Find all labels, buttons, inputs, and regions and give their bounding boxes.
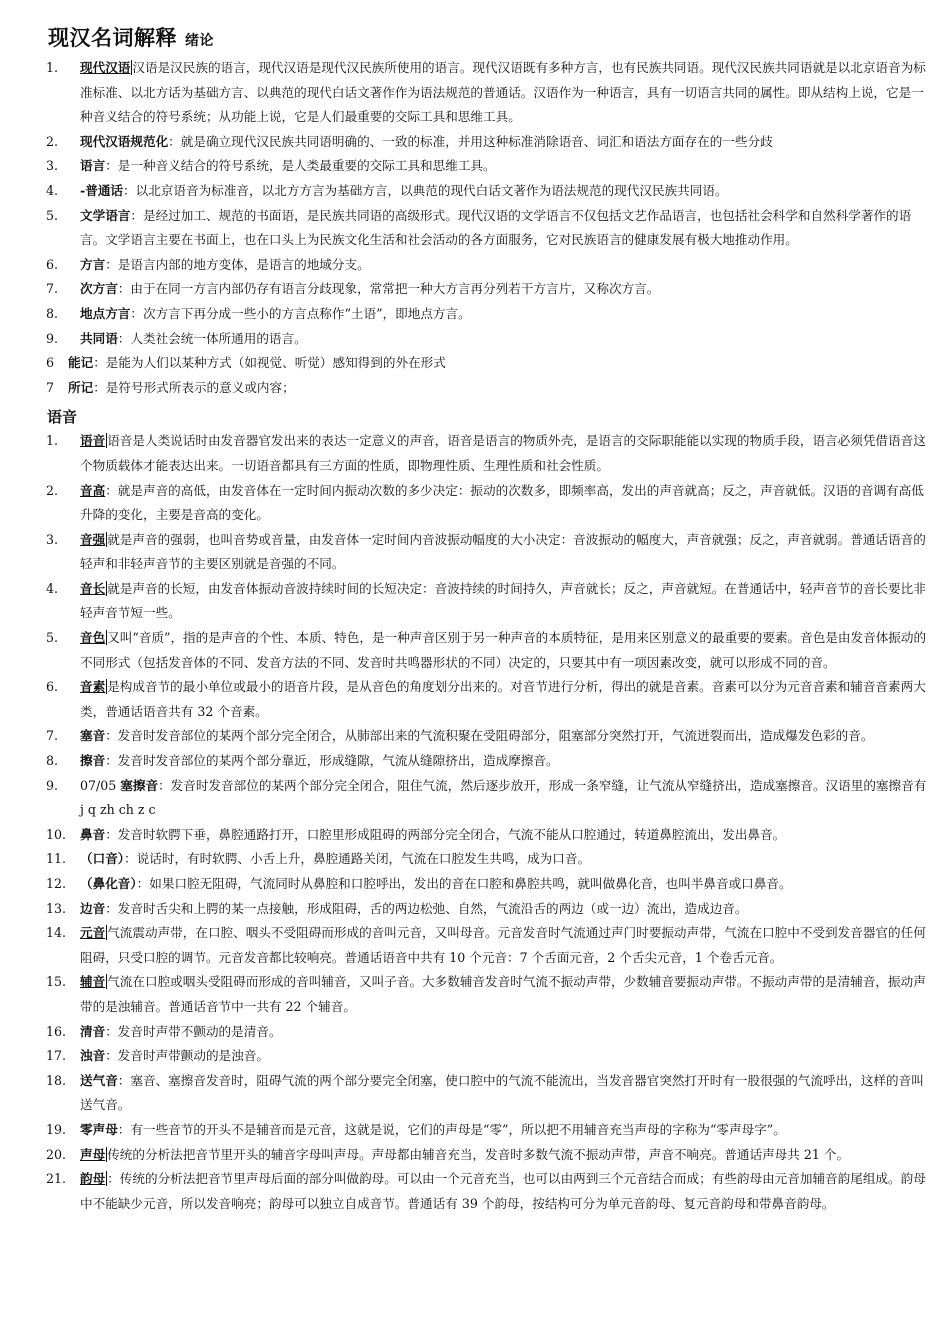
entry-term: -普通话 <box>80 182 124 198</box>
entry-number: 12. <box>46 876 67 891</box>
entry-term: 共同语 <box>80 330 118 346</box>
entry-term: （鼻化音） <box>80 876 137 891</box>
page-title <box>48 22 932 52</box>
entry-definition: ：是符号形式所表示的意义或内容； <box>93 379 295 395</box>
definition-entry <box>48 749 932 774</box>
entry-definition: ：就是确立现代汉民族共同语明确的、一致的标准，并用这种标准消除语音、词汇和语法方面存在的一些分歧 <box>168 133 773 149</box>
entry-definition: ：发音时发音部位的某两个部分完全闭合，从肺部出来的气流积聚在受阻碍部分，阻塞部分突然打开，气流迸裂而出，造成爆发色彩的音。 <box>105 728 874 744</box>
section-title-phonetics: 语音 <box>47 408 78 427</box>
entry-number: 21. <box>46 1171 67 1187</box>
entry-term: 韵母 <box>80 1171 106 1187</box>
entry-definition: ：如果口腔无阻碍，气流同时从鼻腔和口腔呼出，发出的音在口腔和鼻腔共鸣，就叫做鼻化音，也叫半鼻音或口鼻音。 <box>136 876 792 891</box>
entry-number: 8. <box>46 305 59 321</box>
entry-number: 1. <box>46 60 59 75</box>
entry-number: 2. <box>46 482 59 498</box>
entry-number: 5. <box>46 630 59 646</box>
entry-term: 边音 <box>80 900 106 916</box>
definition-entry <box>48 130 932 155</box>
entry-number: 7 <box>46 379 55 395</box>
entry-number: 11. <box>46 851 67 867</box>
entry-number: 5. <box>46 207 59 223</box>
entry-term: 地点方言 <box>80 305 131 321</box>
entry-definition: ：塞音、塞擦音发音时，阻碍气流的两个部分要完全闭塞，使口腔中的气流不能流出，当发音器官突然打开时有一股很强的气流呼出，这样的音叫送气音。 <box>80 1072 924 1113</box>
entry-definition: ：发音时声带颤动的是浊音。 <box>105 1048 269 1064</box>
entry-number: 3. <box>46 531 59 547</box>
definition-entry <box>48 376 932 401</box>
entry-definition: 是构成音节的最小单位或最小的语音片段，是从音色的角度划分出来的。对音节进行分析，得出的就是音素。音素可以分为元音音素和辅音音素两大类，普通话语音共有 32 个音素。 <box>80 679 926 719</box>
entry-term: 零声母 <box>80 1121 118 1137</box>
entry-term: 文学语言 <box>80 207 131 223</box>
entry-number: 19. <box>46 1121 67 1137</box>
entry-term: 塞擦音 <box>120 777 159 793</box>
entry-term: 方言 <box>80 256 106 272</box>
entry-term: 清音 <box>80 1023 106 1039</box>
entry-definition: ：是经过加工、规范的书面语，是民族共同语的高级形式。现代汉语的文学语言不仅包括文艺作品语言，也包括社会科学和自然科学著作的语言。文学语言主要在书面上，也在口头上为民族文化生活和社会活动的各方面服务，它对民族语言的健康发展有极大地推动作用。 <box>80 207 912 248</box>
entry-number: 3. <box>46 158 59 174</box>
definition-entry <box>48 429 932 478</box>
entry-term: 塞音 <box>80 728 106 744</box>
entry-term: 擦音 <box>80 753 106 769</box>
entry-definition: 气流在口腔或咽头受阻碍而形成的音叫辅音，又叫子音。大多数辅音发音时气流不振动声带，少数辅音要振动声带。不振动声带的是清辅音，振动声带的是浊辅音。普通话音节中一共有 22 个辅音。 <box>80 974 926 1014</box>
entry-number: 14. <box>46 925 67 941</box>
entry-number: 10. <box>46 826 67 842</box>
definition-entry <box>48 1044 932 1069</box>
definition-entry <box>48 675 932 724</box>
entry-definition: 就是声音的强弱，也叫音势或音量，由发音体一定时间内音波振动幅度的大小决定：音波振动的幅度大，声音就强；反之，声音就弱。普通话语音的轻声和非轻声音节的主要区别就是音强的不同。 <box>80 531 926 572</box>
entry-term: 能记 <box>68 355 94 371</box>
definition-entry <box>48 179 932 204</box>
definition-entry <box>48 1118 932 1143</box>
entry-term: 语音 <box>80 433 106 449</box>
entry-term: 音色 <box>80 630 106 646</box>
entry-definition: ：有一些音节的开头不是辅音而是元音，这就是说，它们的声母是“零”，所以把不用辅音充当声母的字称为“零声母字”。 <box>117 1121 786 1137</box>
entry-term: 鼻音 <box>80 826 106 842</box>
entry-term: 浊音 <box>80 1048 106 1064</box>
entry-definition: ：是语言内部的地方变体，是语言的地域分支。 <box>105 256 370 272</box>
definition-entry <box>48 528 932 577</box>
entry-definition: ：发音时软腭下垂，鼻腔通路打开，口腔里形成阻碍的两部分完全闭合，气流不能从口腔通过，转道鼻腔流出，发出鼻音。 <box>105 826 786 842</box>
entry-number: 1. <box>46 433 59 449</box>
definition-entry <box>48 872 932 897</box>
definition-entry <box>48 479 932 528</box>
entry-definition: ：发音时声带不颤动的是清音。 <box>105 1023 282 1039</box>
entry-number: 13. <box>46 900 67 916</box>
entry-term: 音强 <box>80 531 106 547</box>
entry-number: 7. <box>46 281 59 297</box>
entry-term: 现代汉语 <box>80 60 131 75</box>
entry-number: 6. <box>46 679 59 695</box>
entry-definition: ：发音时舌尖和上腭的某一点接触，形成阻碍，舌的两边松弛、自然，气流沿舌的两边（或一边）流出，造成边音。 <box>105 900 748 916</box>
entry-definition: ：人类社会统一体所通用的语言。 <box>117 330 307 346</box>
entry-definition: ：传统的分析法把音节里声母后面的部分叫做韵母。可以由一个元音充当，也可以由两到三个元音结合而成；有些韵母由元音加辅音韵尾组成。韵母中不能缺少元音，所以发音响亮；韵母可以独立自成音节。普通话有 39 个韵母，按结构可分为单元音韵母、复元音韵母和带鼻音韵母。 <box>80 1171 926 1211</box>
entry-definition: 气流震动声带，在口腔、咽头不受阻碍而形成的音叫元音，又叫母音。元音发音时气流通过声门时要振动声带，气流在口腔中不受到发音器官的任何阻碍，只受口腔的调节。元音发音都比较响亮。普通话语音中共有 10 个元音：7 个舌面元音，2 个舌尖元音，1 个卷舌元音。 <box>80 925 926 965</box>
entry-term: （口音） <box>80 851 125 867</box>
entry-term: 音素 <box>80 679 106 695</box>
entry-definition: ：说话时，有时软腭、小舌上升，鼻腔通路关闭，气流在口腔发生共鸣，成为口音。 <box>124 851 591 867</box>
entry-number: 8. <box>46 753 59 769</box>
entry-number: 7. <box>46 728 59 744</box>
entry-definition: ：就是声音的高低，由发音体在一定时间内振动次数的多少决定：振动的次数多，即频率高，发出的声音就高；反之，声音就低。汉语的音调有高低升降的变化，主要是音高的变化。 <box>80 482 924 523</box>
definition-entry <box>48 897 932 922</box>
entry-number: 15. <box>46 974 67 990</box>
definition-entry <box>48 56 932 130</box>
definition-entry <box>48 1069 932 1118</box>
entry-definition: 语音是人类说话时由发音器官发出来的表达一定意义的声音，语音是语言的物质外壳，是语言的交际职能能以实现的物质手段，语言必须凭借语音这个物质载体才能表达出来。一切语音都具有三方面的性质，即物理性质、生理性质和社会性质。 <box>80 433 926 473</box>
definition-entry <box>48 351 932 376</box>
intro-definition-list <box>48 56 932 400</box>
entry-number: 16. <box>46 1023 67 1039</box>
entry-definition: ：以北京语音为标准音，以北方方言为基础方言，以典范的现代白话文著作为语法规范的现代汉民族共同语。 <box>123 182 728 198</box>
entry-definition: ：发音时发音部位的某两个部分靠近，形成缝隙，气流从缝隙挤出，造成摩擦音。 <box>105 753 559 769</box>
definition-entry <box>48 724 932 749</box>
entry-number: 4. <box>46 580 59 596</box>
entry-definition: ：由于在同一方言内部仍存有语言分歧现象，常常把一种大方言再分列若干方言片，又称次方言。 <box>117 281 660 297</box>
entry-number: 20. <box>46 1146 67 1162</box>
entry-term: 音高 <box>80 482 106 498</box>
entry-definition: ：发音时发音部位的某两个部分完全闭合，阻住气流，然后逐步放开，形成一条窄缝，让气流从窄缝挤出，造成塞擦音。汉语里的塞擦音有 j q zh ch z c <box>80 777 927 818</box>
entry-term: 辅音 <box>80 974 106 990</box>
entry-definition: ：是能为人们以某种方式（如视觉、听觉）感知得到的外在形式 <box>93 355 446 371</box>
entry-term: 次方言 <box>80 281 118 297</box>
definition-entry <box>48 327 932 352</box>
entry-definition: ：次方言下再分成一些小的方言点称作“土语”，即地点方言。 <box>130 305 471 321</box>
entry-number: 17. <box>46 1048 67 1064</box>
definition-entry <box>48 1167 932 1216</box>
entry-number: 4. <box>46 182 59 198</box>
entry-definition: ：是一种音义结合的符号系统，是人类最重要的交际工具和思维工具。 <box>105 158 496 174</box>
definition-entry <box>48 204 932 253</box>
entry-term: 声母 <box>80 1146 106 1162</box>
definition-entry <box>48 1143 932 1168</box>
entry-prefix: 07/05 <box>80 777 121 793</box>
entry-definition: 汉语是汉民族的语言，现代汉语是现代汉民族所使用的语言。现代汉语既有多种方言，也有民族共同语。现代汉民族共同语就是以北京语音为标准标准、以北方话为基础方言、以典范的现代白话文著作作为语法规范的普通话。汉语作为一种语言，具有一切语言共同的属性。即从结构上说，它是一种音义结合的符号系统；从功能上说，它是人们最重要的交际工具和思维工具。 <box>80 60 926 125</box>
entry-number: 9. <box>46 777 59 793</box>
entry-number: 18. <box>46 1072 67 1088</box>
entry-definition: 又叫“音质”，指的是声音的个性、本质、特色，是一种声音区别于另一种声音的本质特征，是用来区别意义的最重要的要素。音色是由发音体振动的不同形式（包括发音体的不同、发音方法的不同、发音时共鸣器形状的不同）决定的，只要其中有一项因素改变，就可以形成不同的音。 <box>80 630 927 670</box>
definition-entry <box>48 1020 932 1045</box>
definition-entry <box>48 970 932 1019</box>
definition-entry <box>48 253 932 278</box>
entry-term: 现代汉语规范化 <box>80 133 169 149</box>
definition-entry <box>48 823 932 848</box>
definition-entry <box>48 302 932 327</box>
entry-number: 2. <box>46 133 59 149</box>
definition-entry <box>48 921 932 970</box>
entry-term: 送气音 <box>80 1072 118 1088</box>
entry-term: 元音 <box>80 925 106 941</box>
title-sub: 绪论 <box>185 33 214 49</box>
entry-definition: 就是声音的长短，由发音体振动音波持续时间的长短决定：音波持续的时间持久，声音就长；反之，声音就短。在普通话中，轻声音节的音长要比非轻声音节短一些。 <box>80 580 926 621</box>
entry-term: 音长 <box>80 580 106 596</box>
entry-term: 语言 <box>80 158 106 174</box>
definition-entry <box>48 847 932 872</box>
entry-definition: 传统的分析法把音节里开头的辅音字母叫声母。声母都由辅音充当，发音时多数气流不振动声带，声音不响亮。普通话声母共 21 个。 <box>107 1146 850 1162</box>
definition-entry <box>48 154 932 179</box>
definition-entry <box>48 774 932 823</box>
phonetics-definition-list <box>48 429 932 1216</box>
definition-entry <box>48 277 932 302</box>
title-main: 现汉名词解释 <box>48 26 177 50</box>
definition-entry <box>48 626 932 675</box>
entry-number: 6. <box>46 256 59 272</box>
entry-number: 6 <box>46 355 55 371</box>
entry-number: 9. <box>46 330 59 346</box>
entry-term: 所记 <box>68 379 94 395</box>
definition-entry <box>48 577 932 626</box>
